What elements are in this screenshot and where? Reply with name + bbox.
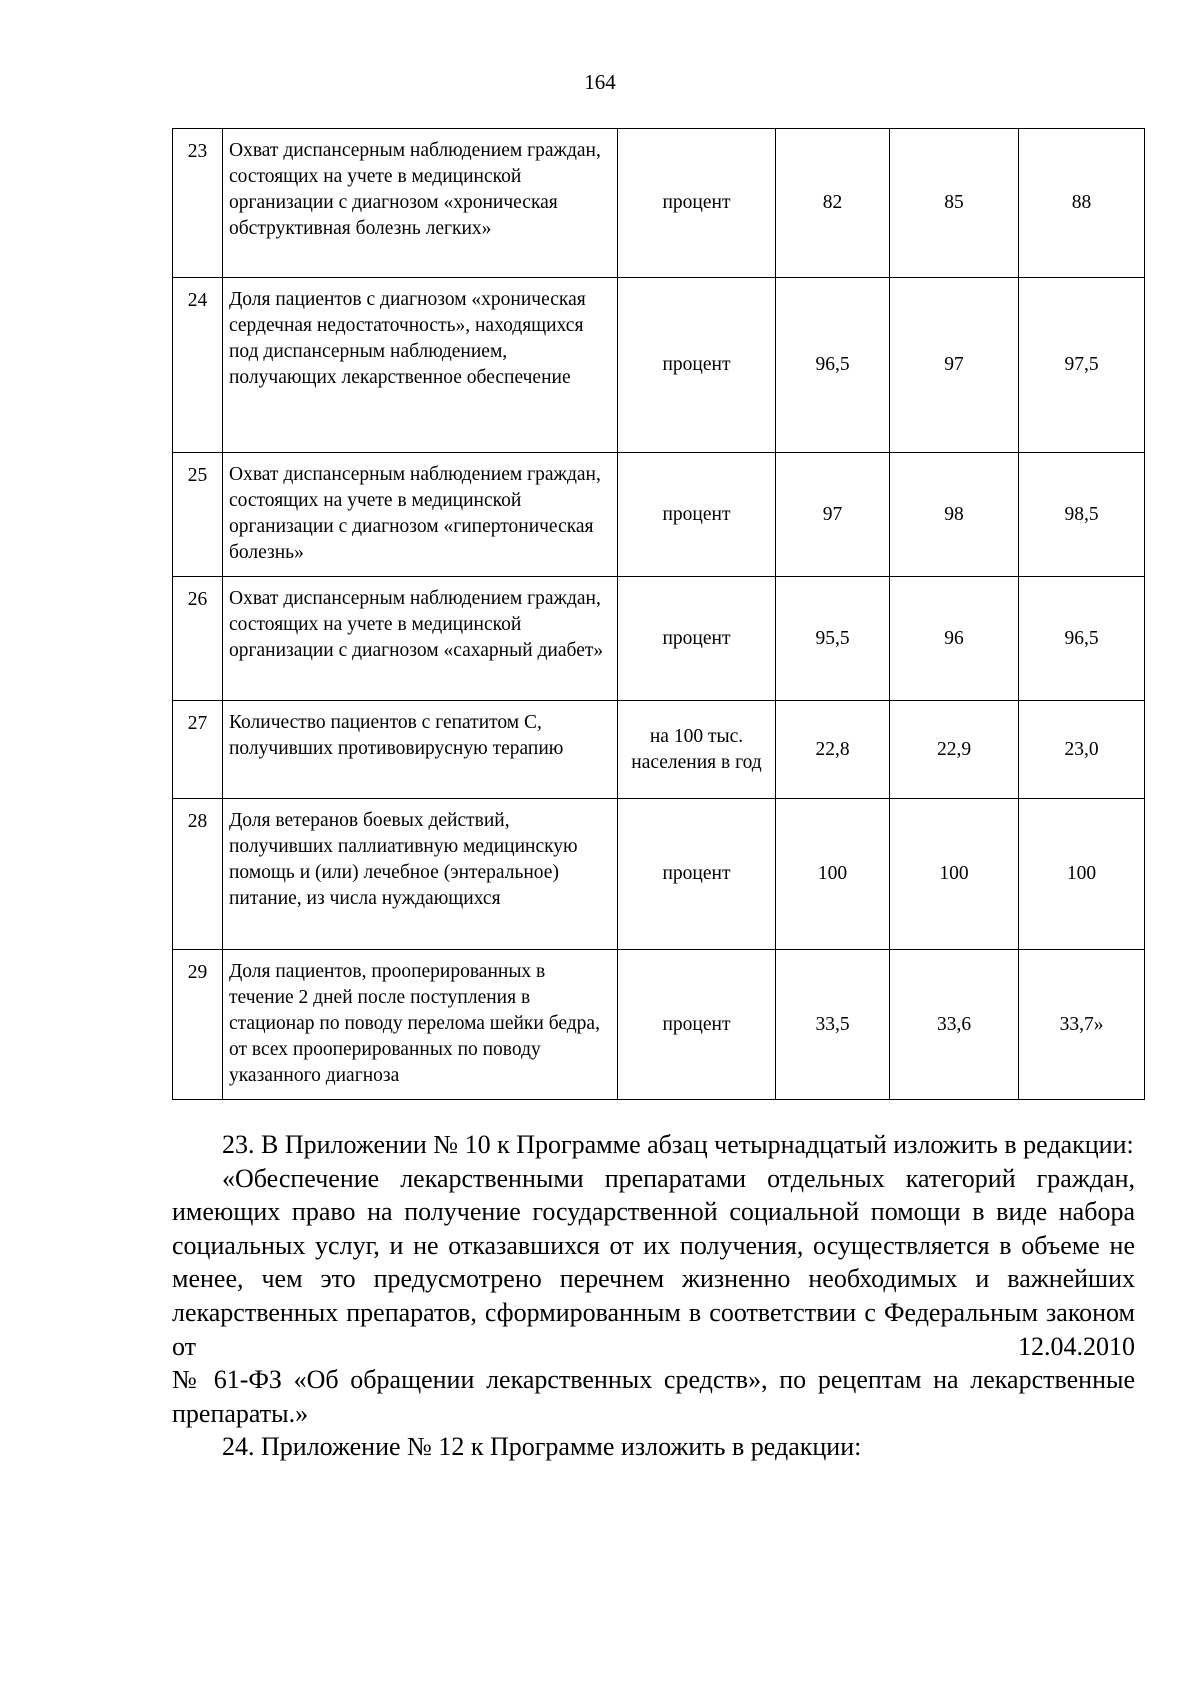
paragraph-24: 24. Приложение № 12 к Программе изложить в редакции: <box>222 1432 862 1462</box>
indicator-name: Охват диспансерным наблюдением граждан, состоящих на учете в медицинской организации с диагнозом «гипертоническая болезнь» <box>223 453 618 577</box>
row-number: 25 <box>173 453 223 577</box>
value-cell-3: 96,5 <box>1019 577 1145 701</box>
row-number: 23 <box>173 129 223 278</box>
indicator-name: Охват диспансерным наблюдением граждан, состоящих на учете в медицинской организации с диагнозом «сахарный диабет» <box>223 577 618 701</box>
value-cell-1: 96,5 <box>776 278 890 453</box>
value-cell-3: 98,5 <box>1019 453 1145 577</box>
value-cell-3: 97,5 <box>1019 278 1145 453</box>
value-cell-1: 33,5 <box>776 950 890 1100</box>
indicators-table-body <box>173 129 1145 1100</box>
row-number: 27 <box>173 701 223 799</box>
value-cell-2: 100 <box>890 799 1019 950</box>
page-number: 164 <box>584 70 616 94</box>
value-cell-3: 100 <box>1019 799 1145 950</box>
value-cell-2: 98 <box>890 453 1019 577</box>
unit-cell: процент <box>618 278 776 453</box>
unit-cell: процент <box>618 129 776 278</box>
unit-cell: процент <box>618 453 776 577</box>
indicator-name: Количество пациентов с гепатитом С, получивших противовирусную терапию <box>223 701 618 799</box>
value-cell-2: 97 <box>890 278 1019 453</box>
row-number: 26 <box>173 577 223 701</box>
quote-paragraph-part-1: «Обеспечение лекарственными препаратами отдельных категорий граждан, имеющих право на получение государственной социальной помощи в виде набора социальных услуг, и не отказавшихся от их получения, осуществляется в объеме не менее, чем это предусмотрено перечнем жизненно необходимых и важнейших лекарственных препаратов, сформированным в соответствии с Федеральным законом от 12.04.2010 <box>172 1163 1135 1361</box>
paragraph-23: 23. В Приложении № 10 к Программе абзац четырнадцатый изложить в редакции: <box>222 1130 1134 1159</box>
row-number: 24 <box>173 278 223 453</box>
table-row <box>173 799 1145 950</box>
row-number: 29 <box>173 950 223 1100</box>
table-row <box>173 577 1145 701</box>
indicators-table <box>172 128 1145 1100</box>
value-cell-1: 97 <box>776 453 890 577</box>
row-number: 28 <box>173 799 223 950</box>
value-cell-1: 95,5 <box>776 577 890 701</box>
table-row <box>173 950 1145 1100</box>
indicator-name: Доля ветеранов боевых действий, получивших паллиативную медицинскую помощь и (или) лечебное (энтеральное) питание, из числа нуждающихся <box>223 799 618 950</box>
value-cell-1: 100 <box>776 799 890 950</box>
table-row <box>173 453 1145 577</box>
table-row <box>173 278 1145 453</box>
value-cell-1: 22,8 <box>776 701 890 799</box>
indicator-name: Охват диспансерным наблюдением граждан, состоящих на учете в медицинской организации с диагнозом «хроническая обструктивная болезнь легких» <box>223 129 618 278</box>
unit-cell: на 100 тыс. населения в год <box>618 701 776 799</box>
value-cell-2: 96 <box>890 577 1019 701</box>
table-row <box>173 701 1145 799</box>
value-cell-2: 22,9 <box>890 701 1019 799</box>
quote-paragraph-part-2: № 61-ФЗ «Об обращении лекарственных средств», по рецептам на лекарственные препараты.» <box>172 1365 1135 1428</box>
value-cell-2: 85 <box>890 129 1019 278</box>
indicator-name: Доля пациентов, прооперированных в течение 2 дней после поступления в стационар по поводу перелома шейки бедра, от всех прооперированных по поводу указанного диагноза <box>223 950 618 1100</box>
unit-cell: процент <box>618 577 776 701</box>
value-cell-1: 82 <box>776 129 890 278</box>
table-row <box>173 129 1145 278</box>
value-cell-2: 33,6 <box>890 950 1019 1100</box>
unit-cell: процент <box>618 950 776 1100</box>
value-cell-3: 33,7» <box>1019 950 1145 1100</box>
value-cell-3: 88 <box>1019 129 1145 278</box>
value-cell-3: 23,0 <box>1019 701 1145 799</box>
indicator-name: Доля пациентов с диагнозом «хроническая сердечная недостаточность», находящихся под диспансерным наблюдением, получающих лекарственное обеспечение <box>223 278 618 453</box>
body-text <box>172 1128 1135 1464</box>
unit-cell: процент <box>618 799 776 950</box>
